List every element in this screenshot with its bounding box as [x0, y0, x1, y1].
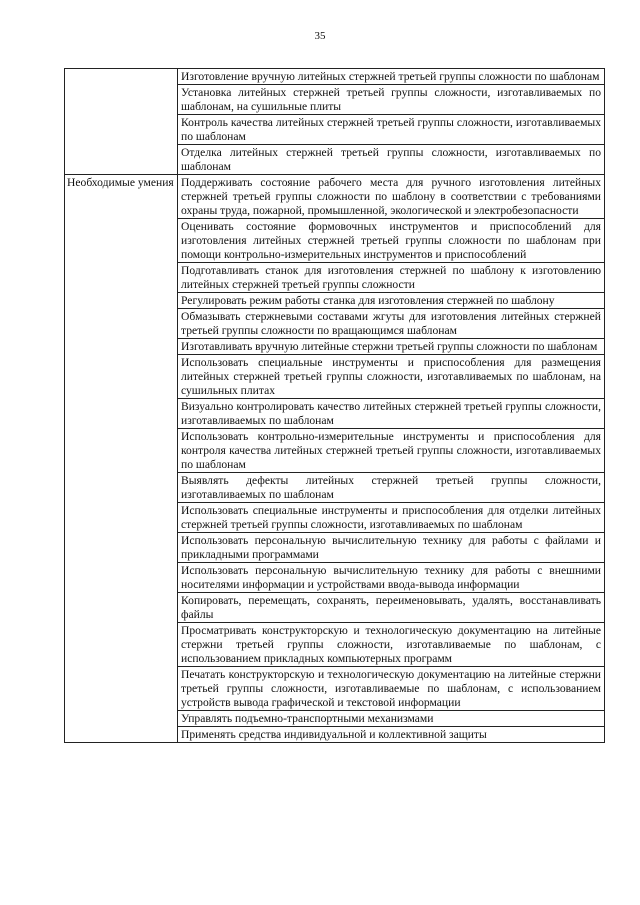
required-skills-item: Просматривать конструкторскую и технологическую документацию на литейные стержни третьей группы сложности, изготавливаемые по шаблонам, с использованием прикладных компьютерных программ [178, 623, 605, 667]
required-skills-label: Необходимые умения [65, 175, 178, 743]
required-skills-item: Использовать специальные инструменты и приспособления для размещения литейных стержней третьей группы сложности, изготавливаемых по шаблонам, на сушильных плитах [178, 355, 605, 399]
required-skills-row [65, 175, 605, 219]
labor-actions-item: Изготовление вручную литейных стержней третьей группы сложности по шаблонам [178, 69, 605, 85]
labor-actions-item: Отделка литейных стержней третьей группы сложности, изготавливаемых по шаблонам [178, 145, 605, 175]
requirements-table-body [65, 69, 605, 743]
required-skills-item: Выявлять дефекты литейных стержней третьей группы сложности, изготавливаемых по шаблонам [178, 473, 605, 503]
required-skills-item: Обмазывать стержневыми составами жгуты для изготовления литейных стержней третьей группы сложности по вращающимся шаблонам [178, 309, 605, 339]
required-skills-item: Применять средства индивидуальной и коллективной защиты [178, 727, 605, 743]
page-number: 35 [314, 30, 326, 42]
required-skills-item: Управлять подъемно-транспортными механизмами [178, 711, 605, 727]
required-skills-item: Оценивать состояние формовочных инструментов и приспособлений для изготовления литейных стержней третьей группы сложности по шаблонам при помощи контрольно-измерительных инструментов и приспособлений [178, 219, 605, 263]
labor-actions-label [65, 69, 178, 175]
required-skills-item: Использовать персональную вычислительную технику для работы с файлами и прикладными программами [178, 533, 605, 563]
labor-actions-item: Установка литейных стержней третьей группы сложности, изготавливаемых по шаблонам, на сушильные плиты [178, 85, 605, 115]
required-skills-item: Поддерживать состояние рабочего места для ручного изготовления литейных стержней третьей группы сложности по шаблону в соответствии с требованиями охраны труда, пожарной, промышленной, экологической и электробезопасности [178, 175, 605, 219]
required-skills-item: Визуально контролировать качество литейных стержней третьей группы сложности, изготавливаемых по шаблонам [178, 399, 605, 429]
required-skills-item: Копировать, перемещать, сохранять, переименовывать, удалять, восстанавливать файлы [178, 593, 605, 623]
required-skills-item: Подготавливать станок для изготовления стержней по шаблону к изготовлению литейных стержней третьей группы сложности [178, 263, 605, 293]
required-skills-item: Печатать конструкторскую и технологическую документацию на литейные стержни третьей группы сложности, изготавливаемые по шаблонам, с использованием устройств вывода графической и текстовой информации [178, 667, 605, 711]
required-skills-item: Использовать персональную вычислительную технику для работы с внешними носителями информации и устройствами ввода-вывода информации [178, 563, 605, 593]
required-skills-item: Изготавливать вручную литейные стержни третьей группы сложности по шаблонам [178, 339, 605, 355]
required-skills-item: Использовать контрольно-измерительные инструменты и приспособления для контроля качества литейных стержней третьей группы сложности, изготавливаемых по шаблонам [178, 429, 605, 473]
required-skills-item: Использовать специальные инструменты и приспособления для отделки литейных стержней третьей группы сложности, изготавливаемых по шаблонам [178, 503, 605, 533]
requirements-table [64, 68, 605, 743]
labor-actions-item: Контроль качества литейных стержней третьей группы сложности, изготавливаемых по шаблонам [178, 115, 605, 145]
labor-actions-row [65, 69, 605, 85]
required-skills-item: Регулировать режим работы станка для изготовления стержней по шаблону [178, 293, 605, 309]
